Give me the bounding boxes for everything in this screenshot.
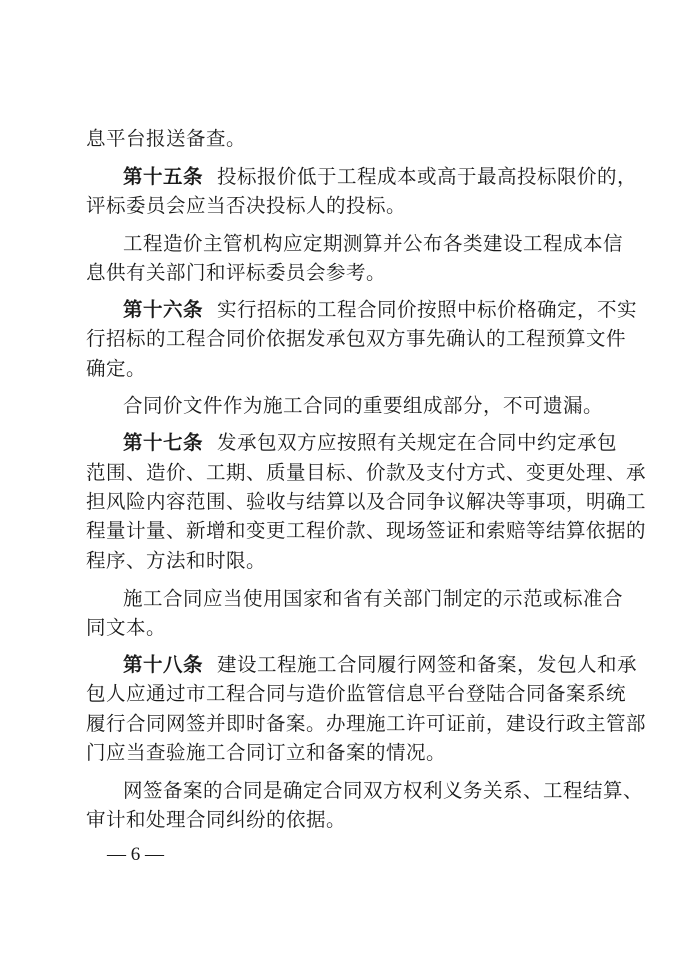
text-line [86, 677, 627, 711]
text-line [123, 389, 604, 423]
line-text: 实行招标的工程合同价按照中标价格确定，不实 [217, 298, 638, 321]
article-line [123, 426, 618, 460]
line-text: 程量计量、新增和变更工程价款、现场签证和索赔等结算依据的 [86, 519, 647, 542]
text-line [86, 736, 596, 770]
line-text: 网签备案的合同是确定合同双方权利义务关系、工程结算、 [123, 779, 644, 802]
line-text: 程序、方法和时限。 [86, 549, 267, 572]
line-text: 施工合同应当使用国家和省有关部门制定的示范或标准合 [123, 587, 624, 610]
text-line [86, 189, 596, 223]
text-line [86, 256, 596, 290]
line-text: 评标委员会应当否决投标人的投标。 [86, 194, 407, 217]
page-number: — 6 — [107, 844, 164, 865]
text-line [86, 122, 596, 156]
line-text: 工程造价主管机构应定期测算并公布各类建设工程成本信 [123, 232, 624, 255]
text-line [86, 544, 596, 578]
line-text: 范围、造价、工期、质量目标、价款及支付方式、变更处理、承 [86, 461, 647, 484]
article-heading: 第十六条 [123, 298, 204, 321]
line-text: 息平台报送备查。 [86, 127, 247, 150]
text-line [86, 322, 627, 356]
line-text: 履行合同网签并即时备案。办理施工许可证前，建设行政主管部 [86, 712, 647, 735]
line-text: 投标报价低于工程成本或高于最高投标限价的， [217, 165, 638, 188]
line-text: 同文本。 [86, 616, 167, 639]
line-text: 发承包双方应按照有关规定在合同中约定承包 [217, 431, 618, 454]
line-text: 包人应通过市工程合同与造价监管信息平台登陆合同备案系统 [86, 682, 627, 705]
article-heading: 第十八条 [123, 653, 204, 676]
line-text: 门应当查验施工合同订立和备案的情况。 [86, 741, 447, 764]
line-text: 合同价文件作为施工合同的重要组成部分，不可遗漏。 [123, 394, 604, 417]
article-heading: 第十七条 [123, 431, 204, 454]
line-text: 确定。 [86, 357, 147, 380]
line-text: 行招标的工程合同价依据发承包双方事先确认的工程预算文件 [86, 327, 627, 350]
line-text: 担风险内容范围、验收与结算以及合同争议解决等事项，明确工 [86, 490, 647, 513]
article-heading: 第十五条 [123, 165, 204, 188]
text-line [86, 514, 647, 548]
line-text: 审计和处理合同纠纷的依据。 [86, 808, 347, 831]
text-line [86, 611, 596, 645]
text-line [86, 352, 596, 386]
line-text: 息供有关部门和评标委员会参考。 [86, 261, 387, 284]
line-text: 建设工程施工合同履行网签和备案，发包人和承 [217, 653, 638, 676]
text-line [86, 803, 596, 837]
